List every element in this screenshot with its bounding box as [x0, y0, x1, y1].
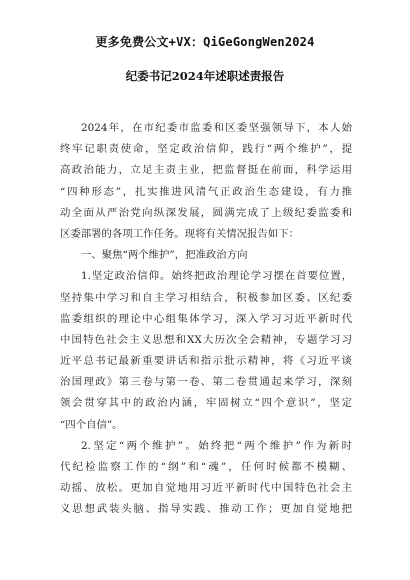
paragraph-line: 近平总书记最新重要讲话和指示批示精神，将《习近平谈 — [60, 355, 352, 368]
intro-paragraph — [60, 118, 352, 245]
item-1-paragraph — [60, 266, 352, 436]
promo-banner: 更多免费公文+VX：QiGeGongWen2024 — [95, 35, 315, 49]
paragraph-line: 代纪检监察工作的“纲”和“魂”，任何时候都不模糊、 — [60, 461, 352, 473]
paragraph-line: 动摇、放松。更加自觉地用习近平新时代中国特色社会主 — [60, 482, 352, 495]
paragraph-line: “四个自信”。 — [60, 418, 123, 431]
item-2-paragraph — [60, 436, 352, 521]
paragraph-line: 义思想武装头脑、指导实践、推动工作；更加自觉地把 — [60, 503, 352, 516]
paragraph-line: “四种形态”，扎实推进风清气正政治生态建设，有力推 — [60, 185, 352, 198]
paragraph-line: 1.坚定政治信仰。始终把政治理论学习摆在首要位置， — [81, 270, 352, 283]
paragraph-line: 2024年，在市纪委市监委和区委坚强领导下，本人始 — [81, 122, 352, 134]
paragraph-line: 区委部署的各项工作任务。现将有关情况报告如下： — [60, 227, 299, 240]
paragraph-line: 终牢记职责使命，坚定政治信仰，践行“两个维护”，提 — [60, 143, 352, 156]
paragraph-line: 监委组织的理论中心组集体学习，深入学习习近平新时代 — [60, 312, 352, 325]
document-body — [60, 118, 352, 521]
section-heading: 一、聚焦“两个维护”，把准政治方向 — [81, 249, 248, 262]
paragraph-line: 2.坚定“两个维护”。始终把“两个维护”作为新时 — [81, 439, 352, 452]
paragraph-line: 中国特色社会主义思想和XX大历次全会精神，专题学习习 — [60, 333, 352, 346]
document-title: 纪委书记2024年述职述责报告 — [125, 69, 285, 83]
paragraph-line: 坚持集中学习和自主学习相结合，积极参加区委、区纪委 — [60, 291, 352, 304]
paragraph-line: 治国理政》第三卷与第一卷、第二卷贯通起来学习，深刻 — [60, 376, 352, 389]
paragraph-line: 领会贯穿其中的政治内涵，牢固树立“四个意识”，坚定 — [60, 397, 352, 410]
paragraph-line: 高政治能力，立足主责主业，把监督挺在前面，科学运用 — [60, 164, 352, 177]
paragraph-line: 动全面从严治党向纵深发展，圆满完成了上级纪委监委和 — [60, 206, 352, 219]
